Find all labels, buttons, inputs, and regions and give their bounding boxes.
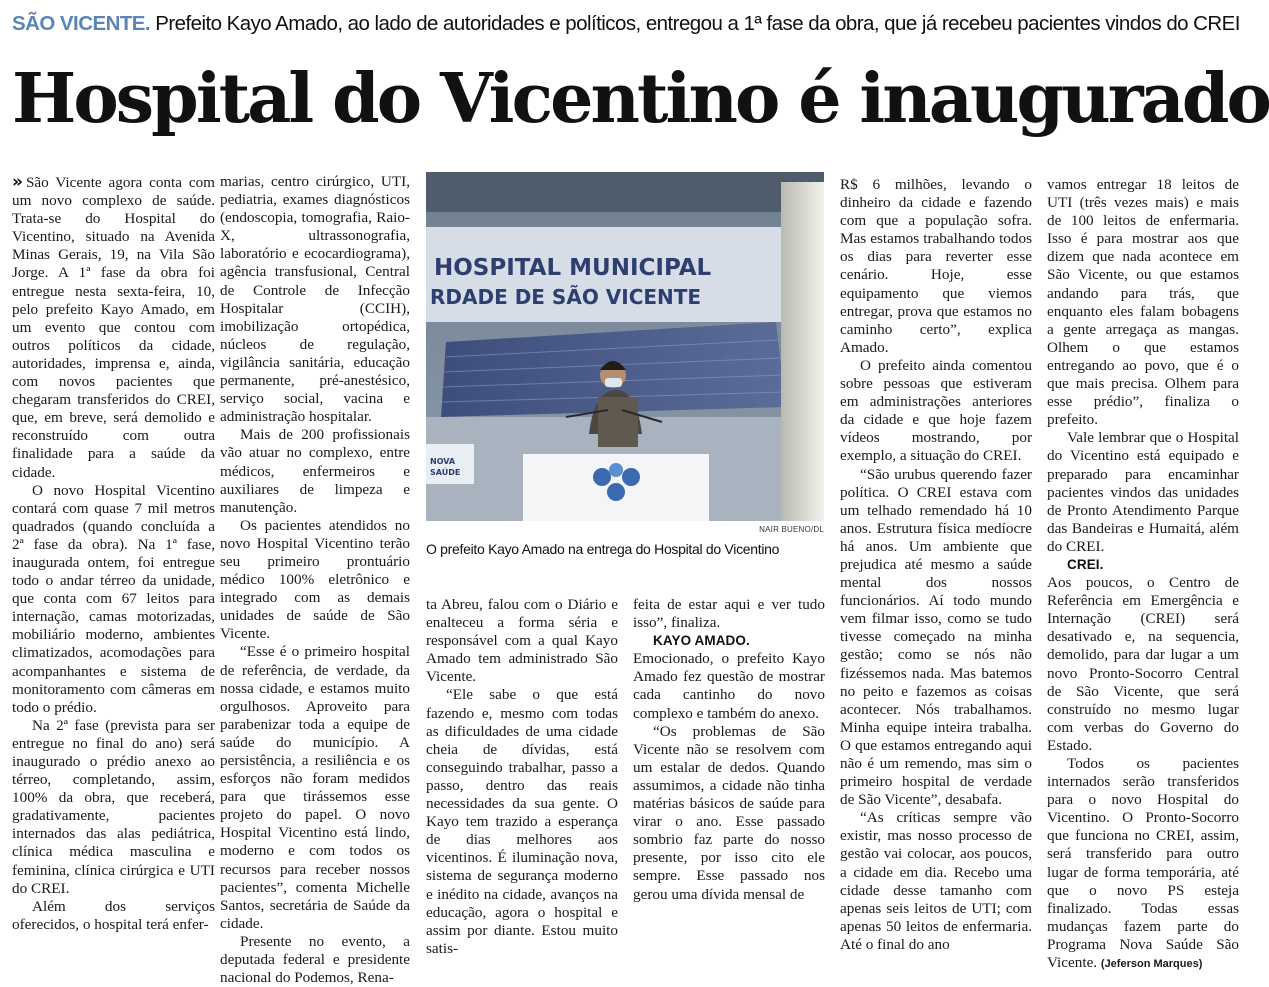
paragraph: vamos entregar 18 leitos de UTI (três vezes mais) e mais de 100 leitos de enfermaria. Isso é para mostrar aos que dizem que nada acontece em São Vicente, ou que estamos andando para trás, que enquanto eles falam bobagens a gente arregaça as mangas. Olhem o que estamos entregando ao povo, que é o que mais precisa. Olhem para esse prédio”, finaliza o prefeito. <box>1047 176 1239 429</box>
paragraph: Presente no evento, a deputada federal e presidente nacional do Podemos, Rena- <box>220 932 410 987</box>
column-6 <box>1047 176 1239 973</box>
column-1 <box>12 173 215 934</box>
paragraph: “Os problemas de São Vicente não se resolvem com um estalar de dedos. Quando assumimos, a cidade não tinha matérias básicos de saúde para virar o ano. Esse passado sombrio faz parte do nosso presente, por isso cito ele sempre. Esse passado nos gerou uma dívida mensal de <box>633 722 825 903</box>
paragraph: Além dos serviços oferecidos, o hospital terá enfer- <box>12 897 215 933</box>
photo-caption: O prefeito Kayo Amado na entrega do Hospital do Vicentino <box>426 541 780 557</box>
section-subhead: CREI. <box>1067 556 1104 572</box>
photo-sign-line2: RDADE DE SÃO VICENTE <box>430 285 702 309</box>
kicker-place: SÃO VICENTE. <box>12 12 151 35</box>
paragraph: “As críticas sempre vão existir, mas nosso processo de gestão vai colocar, aos poucos, a cidade em dia. Recebo uma cidade desse tamanho com apenas seis leitos de UTI; com apenas 50 leitos de enfermaria. Até o final do ano <box>840 809 1032 953</box>
photo-sign-line1: HOSPITAL MUNICIPAL <box>434 255 712 281</box>
paragraph: “Esse é o primeiro hospital de referência, de verdade, da nossa cidade, e estamos muito orgulhosos. Aproveito para parabenizar toda a equipe de saúde do município. A persistência, a resiliência e os esforços não foram medidos para que tirássemos esse projeto do papel. O novo Hospital Vicentino está lindo, moderno e com todos os recursos para receber nossos pacientes”, comenta Michelle Santos, secretária de Saúde da cidade. <box>220 643 410 932</box>
paragraph: “Ele sabe o que está fazendo e, mesmo com todas as dificuldades de uma cidade cheia de dívidas, está conseguindo trabalhar, passo a passo, dentro das reais necessidades da sua gente. O Kayo tem trazido a esperança de dias melhores aos vicentinos. É iluminação nova, sistema de segurança moderno e inédito na cidade, avanços na educação, agora o hospital e assim por diante. Estou muito satis- <box>426 686 618 957</box>
kicker <box>12 11 1242 37</box>
paragraph: feita de estar aqui e ver tudo isso”, finaliza. <box>633 596 825 632</box>
paragraph: O novo Hospital Vicentino contará com quase 7 mil metros quadrados (quando concluída a 2ª fase da obra). Na 1ª fase, inaugurada ontem, foi entregue todo o andar térreo da unidade, que conta com 67 leitos para internação, camas motorizadas, mobiliário moderno, ambientes climatizados, acomodações para acompanhantes e sistema de monitoramento com câmeras em todo o prédio. <box>12 481 215 716</box>
paragraph: marias, centro cirúrgico, UTI, pediatria, exames diagnósticos (endoscopia, tomografia, Raio-X, ultrassonografia, laboratório e ecocardiograma), agência transfusional, Central de Controle de Infecção Hospitalar (CCIH), imobilização ortopédica, núcleos de regulação, vigilância sanitária, educação permanente, pré-anestésico, serviço social, vacina e administração hospitalar. <box>220 173 410 426</box>
kicker-text: Prefeito Kayo Amado, ao lado de autoridades e políticos, entregou a 1ª fase da obra, que já recebeu pacientes vindos do CREI <box>155 12 1240 35</box>
paragraph: Aos poucos, o Centro de Referência em Emergência e Internação (CREI) será desativado e, na sequencia, demolido, para dar lugar a um novo Pronto-Socorro Central de São Vicente, que será construído no mesmo lugar com verbas do Governo do Estado. <box>1047 574 1239 754</box>
column-4 <box>633 596 825 904</box>
paragraph: Os pacientes atendidos no novo Hospital Vicentino terão seu primeiro prontuário médico 100% eletrônico e integrado com as demais unidades de saúde de São Vicente. <box>220 516 410 643</box>
paragraph: Emocionado, o prefeito Kayo Amado fez questão de mostrar cada cantinho do novo complexo e também do anexo. <box>633 650 825 722</box>
column-5 <box>840 176 1032 954</box>
paragraph: ta Abreu, falou com o Diário e enalteceu a forma séria e responsável com a qual Kayo Amado tem administrado São Vicente. <box>426 596 618 686</box>
svg-text:SAÚDE: SAÚDE <box>430 468 461 477</box>
paragraph: Vale lembrar que o Hospital do Vicentino está equipado e preparado para encaminhar pacientes vindos das unidades de Pronto Atendimento Parque das Bandeiras e Humaitá, além do CREI. <box>1047 429 1239 555</box>
projection-screen <box>781 182 824 521</box>
paragraph: Mais de 200 profissionais vão atuar no complexo, entre médicos, enfermeiros e auxiliares de limpeza e manutenção. <box>220 426 410 516</box>
paragraph: O prefeito ainda comentou sobre pessoas que estiveram em administrações anteriores da cidade e que hoje fazem vídeos mostrando, por exemplo, a situação do CREI. <box>840 356 1032 465</box>
author-signature: (Jeferson Marques) <box>1100 958 1203 971</box>
photo-credit: NAIR BUENO/DL <box>759 525 824 534</box>
svg-text:NOVA: NOVA <box>430 457 456 466</box>
paragraph: R$ 6 milhões, levando o dinheiro da cidade e fazendo com que a população sofra. Mas estamos trabalhando todos os dias para reverter esse cenário. Hoje, esse equipamento que viemos entregar, prova que estamos no caminho certo”, explica Amado. <box>840 176 1032 356</box>
section-subhead: KAYO AMADO. <box>653 633 750 649</box>
paragraph: Todos os pacientes internados serão transferidos para o novo Hospital do Vicentino. O Pronto-Socorro que funciona no CREI, assim, será transferido para outro lugar de forma temporária, até que o novo PS esteja finalizado. Todas essas mudanças fazem parte do Programa Nova Saúde São Vicente. (Jeferson Marques) <box>1047 755 1239 972</box>
chevron-right-icon: » <box>12 172 23 192</box>
column-2 <box>220 173 410 987</box>
event-photo <box>426 172 824 521</box>
column-3 <box>426 596 618 958</box>
headline: Hospital do Vicentino é inaugurado <box>12 59 1269 139</box>
paragraph: Na 2ª fase (prevista para ser entregue no final do ano) será inaugurado o prédio anexo ao térreo, completando, assim, 100% da obra, que receberá, gradativamente, pacientes internados das alas pediátrica, clínica médica masculina e feminina, clínica cirúrgica e UTI do CREI. <box>12 716 215 897</box>
paragraph: “São urubus querendo fazer política. O CREI estava com um telhado remendado há 10 anos. Estrutura física medíocre há anos. Um ambiente que prejudica até mesmo a saúde mental dos nossos funcionários. Aí todo mundo vem filmar isso, como se tudo tivesse começado na minha gestão; como se nós não fizéssemos nada. Mas batemos no peito e fazemos as coisas acontecer. Nós trabalhamos. Minha equipe inteira trabalha. O que estamos entregando aqui não é um remendo, mas sim o primeiro hospital de verdade de São Vicente”, desabafa. <box>840 465 1032 809</box>
paragraph: » São Vicente agora conta com um novo complexo de saúde. Trata-se do Hospital do Vicentino, situado na Avenida Minas Gerais, 19, na Vila São Jorge. A 1ª fase da obra foi entregue nesta sexta-feira, 10, pelo prefeito Kayo Amado, em um evento que contou com outros políticos da cidade, autoridades, imprensa e, ainda, com novos pacientes que chegaram transferidos do CREI, que, em breve, será demolido e reconstruído com outra finalidade para a saúde da cidade. <box>12 172 215 481</box>
